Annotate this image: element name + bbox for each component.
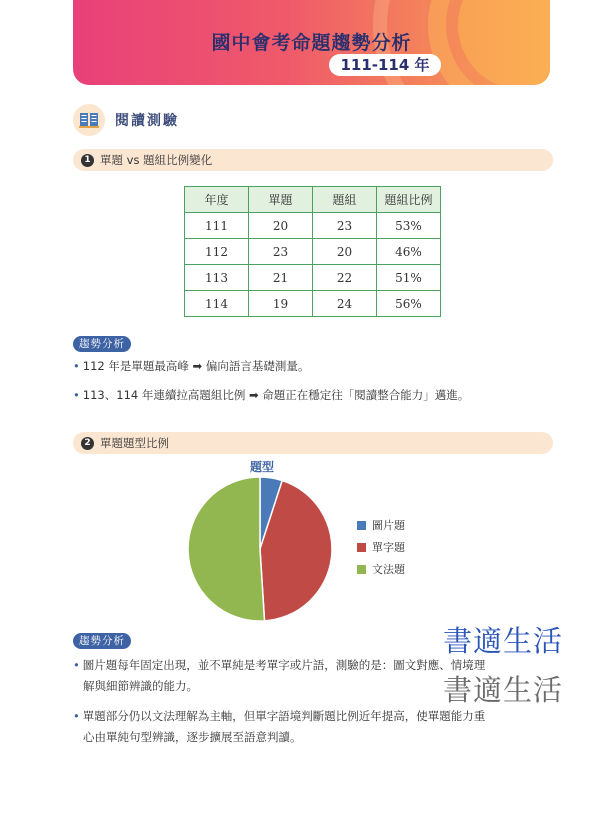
bullet-text: 解與細節辨識的能力。 xyxy=(83,679,198,693)
table-cell: 53% xyxy=(377,213,441,239)
table-cell: 111 xyxy=(185,213,249,239)
analysis-bullet xyxy=(73,655,485,697)
bullet-text: 113、114 年連續拉高題組比例 ➡ 命題正在穩定往「閱讀整合能力」邁進。 xyxy=(82,388,470,402)
bullet-dot: • xyxy=(73,658,80,672)
legend-label: 文法題 xyxy=(372,563,405,576)
year-range-badge: 111-114 年 xyxy=(329,54,441,76)
table-cell: 23 xyxy=(249,239,313,265)
table-header: 題組比例 xyxy=(377,187,441,213)
table-cell: 20 xyxy=(313,239,377,265)
legend-item xyxy=(357,539,405,555)
table-cell: 24 xyxy=(313,291,377,317)
legend-item xyxy=(357,561,405,577)
table-header: 單題 xyxy=(249,187,313,213)
legend-swatch xyxy=(357,565,366,574)
part1-number: 1 xyxy=(81,154,94,167)
table-row xyxy=(185,213,441,239)
pie-slice-3 xyxy=(188,477,265,621)
bullet-dot: • xyxy=(73,388,80,402)
trend-analysis-tag: 趨勢分析 xyxy=(73,633,131,649)
part2-number: 2 xyxy=(81,437,94,450)
trend-analysis-tag: 趨勢分析 xyxy=(73,336,131,352)
table-header: 年度 xyxy=(185,187,249,213)
bullet-text: 單題部分仍以文法理解為主軸，但單字語境判斷題比例近年提高，使單題能力重 xyxy=(82,709,486,723)
analysis-bullet xyxy=(73,356,309,377)
analysis-bullet xyxy=(73,385,469,406)
table-cell: 22 xyxy=(313,265,377,291)
table-cell: 113 xyxy=(185,265,249,291)
table-header-row xyxy=(185,187,441,213)
chart-title: 題型 xyxy=(250,460,275,474)
table-cell: 19 xyxy=(249,291,313,317)
section-label: 閱讀測驗 xyxy=(115,113,179,129)
bullet-text: 112 年是單題最高峰 ➡ 偏向語言基礎測量。 xyxy=(82,359,310,373)
table-cell: 21 xyxy=(249,265,313,291)
legend-swatch xyxy=(357,543,366,552)
part1-title: 單題 vs 題組比例變化 xyxy=(100,153,213,167)
part2-title: 單題題型比例 xyxy=(100,436,169,450)
table-cell: 56% xyxy=(377,291,441,317)
part2-heading xyxy=(73,432,553,454)
legend-swatch xyxy=(357,521,366,530)
table-row xyxy=(185,265,441,291)
book-icon xyxy=(73,104,105,136)
table-row xyxy=(185,239,441,265)
table-cell: 46% xyxy=(377,239,441,265)
bullet-text: 圖片題每年固定出現，並不單純是考單字或片語，測驗的是：圖文對應、情境理 xyxy=(82,658,486,672)
bullet-dot: • xyxy=(73,709,80,723)
table-header: 題組 xyxy=(313,187,377,213)
table-cell: 114 xyxy=(185,291,249,317)
table-row xyxy=(185,291,441,317)
section-heading xyxy=(73,103,179,137)
watermark-text: 書適生活 xyxy=(443,673,564,707)
bullet-dot: • xyxy=(73,359,80,373)
header-banner xyxy=(73,0,550,85)
table-cell: 20 xyxy=(249,213,313,239)
ratio-table xyxy=(184,186,441,317)
legend-label: 圖片題 xyxy=(372,519,405,532)
page-title: 國中會考命題趨勢分析 xyxy=(211,32,412,54)
legend-label: 單字題 xyxy=(372,541,405,554)
table-cell: 112 xyxy=(185,239,249,265)
part1-heading xyxy=(73,149,553,171)
bullet-text: 心由單純句型辨識，逐步擴展至語意判讀。 xyxy=(83,730,302,744)
legend-item xyxy=(357,517,405,533)
analysis-bullet xyxy=(73,706,485,748)
table-cell: 23 xyxy=(313,213,377,239)
table-cell: 51% xyxy=(377,265,441,291)
pie-chart xyxy=(180,469,340,629)
watermark-text: 書適生活 xyxy=(443,624,564,658)
